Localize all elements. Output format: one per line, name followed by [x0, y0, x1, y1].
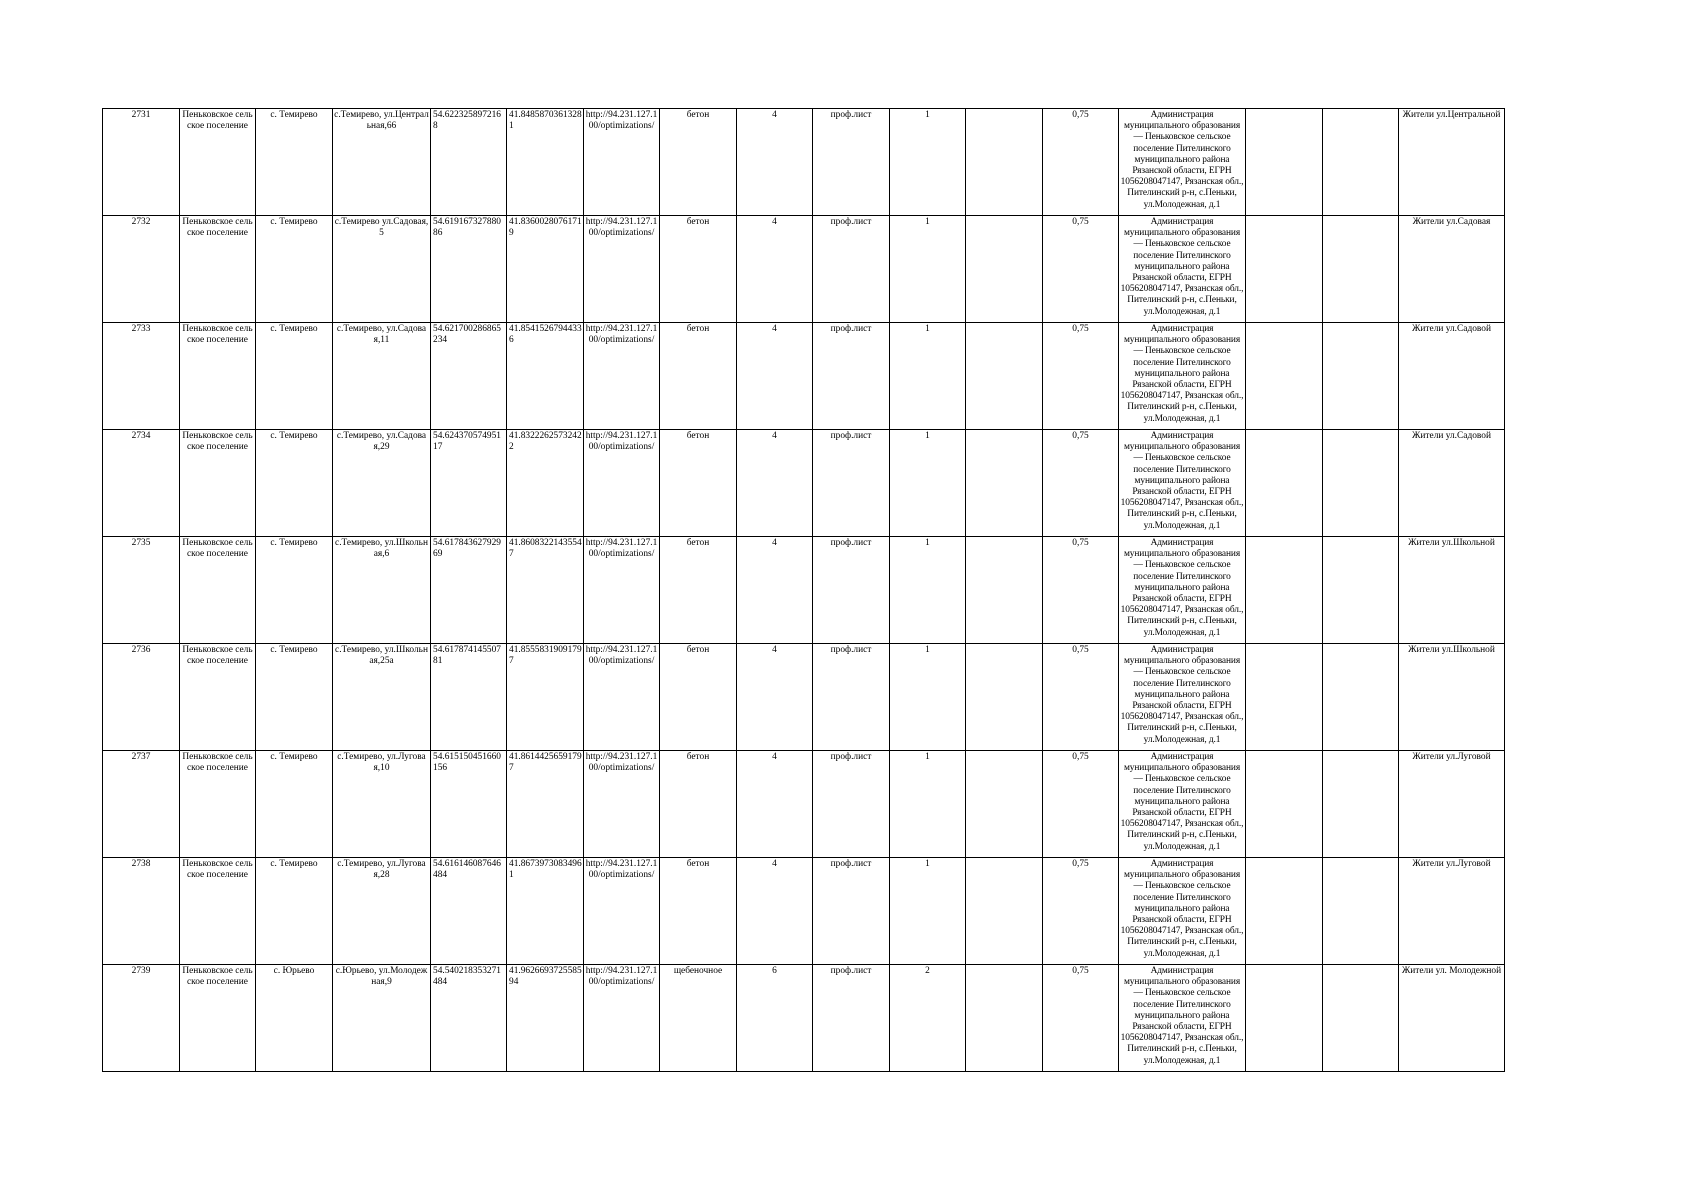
settlement-cell: Пеньковское сельское поселение	[180, 537, 256, 644]
longitude-cell: 41.84858703613281	[507, 109, 584, 216]
area-cell: 4	[737, 323, 813, 430]
longitude-cell: 41.86739730834961	[507, 858, 584, 965]
latitude-cell: 54.61916732788086	[431, 216, 507, 323]
blank-cell	[1246, 965, 1323, 1072]
residents-cell: Жители ул. Молодежной	[1399, 965, 1505, 1072]
village-cell: с. Темирево	[256, 216, 333, 323]
link-cell: http://94.231.127.100/optimizations/	[584, 858, 660, 965]
latitude-cell: 54.6223258972168	[431, 109, 507, 216]
empty-cell	[966, 109, 1043, 216]
owner-cell: Администрация муниципального образования — Пеньковское сельское поселение Пителинского муниципального района Рязанской области, ЕГРН 1056208047147, Рязанская обл., Пителинский р-н, с.Пеньки, ул.Молодежная, д.1	[1119, 430, 1246, 537]
surface-cell: бетон	[660, 537, 737, 644]
residents-cell: Жители ул.Луговой	[1399, 858, 1505, 965]
settlement-cell: Пеньковское сельское поселение	[180, 751, 256, 858]
fence-cell: проф.лист	[813, 109, 890, 216]
surface-cell: бетон	[660, 323, 737, 430]
address-cell: с.Темирево, ул.Школьная,6	[333, 537, 431, 644]
container-count-cell: 1	[890, 430, 966, 537]
registry-table	[102, 108, 1505, 1072]
area-cell: 4	[737, 109, 813, 216]
surface-cell: бетон	[660, 751, 737, 858]
village-cell: с. Темирево	[256, 751, 333, 858]
residents-cell: Жители ул.Садовой	[1399, 430, 1505, 537]
latitude-cell: 54.540218353271484	[431, 965, 507, 1072]
latitude-cell: 54.621700286865234	[431, 323, 507, 430]
area-cell: 6	[737, 965, 813, 1072]
latitude-cell: 54.616146087646484	[431, 858, 507, 965]
address-cell: с.Темирево ул.Садовая, 5	[333, 216, 431, 323]
fence-cell: проф.лист	[813, 644, 890, 751]
blank-cell	[1246, 858, 1323, 965]
blank-cell	[1246, 537, 1323, 644]
settlement-cell: Пеньковское сельское поселение	[180, 109, 256, 216]
residents-cell: Жители ул.Садовой	[1399, 323, 1505, 430]
owner-cell: Администрация муниципального образования — Пеньковское сельское поселение Пителинского муниципального района Рязанской области, ЕГРН 1056208047147, Рязанская обл., Пителинский р-н, с.Пеньки, ул.Молодежная, д.1	[1119, 965, 1246, 1072]
volume-cell: 0,75	[1043, 965, 1119, 1072]
longitude-cell: 41.962669372558594	[507, 965, 584, 1072]
owner-cell: Администрация муниципального образования — Пеньковское сельское поселение Пителинского муниципального района Рязанской области, ЕГРН 1056208047147, Рязанская обл., Пителинский р-н, с.Пеньки, ул.Молодежная, д.1	[1119, 751, 1246, 858]
latitude-cell: 54.615150451660156	[431, 751, 507, 858]
surface-cell: бетон	[660, 109, 737, 216]
row-number: 2736	[103, 644, 180, 751]
area-cell: 4	[737, 430, 813, 537]
row-number: 2739	[103, 965, 180, 1072]
empty-cell	[966, 323, 1043, 430]
village-cell: с. Темирево	[256, 858, 333, 965]
empty-cell	[966, 751, 1043, 858]
container-count-cell: 1	[890, 537, 966, 644]
table-row	[103, 644, 1505, 751]
link-cell: http://94.231.127.100/optimizations/	[584, 751, 660, 858]
table-row	[103, 858, 1505, 965]
village-cell: с. Темирево	[256, 644, 333, 751]
residents-cell: Жители ул.Центральной	[1399, 109, 1505, 216]
link-cell: http://94.231.127.100/optimizations/	[584, 323, 660, 430]
longitude-cell: 41.85558319091797	[507, 644, 584, 751]
link-cell: http://94.231.127.100/optimizations/	[584, 430, 660, 537]
fence-cell: проф.лист	[813, 430, 890, 537]
settlement-cell: Пеньковское сельское поселение	[180, 323, 256, 430]
blank-cell	[1246, 751, 1323, 858]
volume-cell: 0,75	[1043, 751, 1119, 858]
village-cell: с. Юрьево	[256, 965, 333, 1072]
fence-cell: проф.лист	[813, 537, 890, 644]
longitude-cell: 41.83222625732422	[507, 430, 584, 537]
owner-cell: Администрация муниципального образования — Пеньковское сельское поселение Пителинского муниципального района Рязанской области, ЕГРН 1056208047147, Рязанская обл., Пителинский р-н, с.Пеньки, ул.Молодежная, д.1	[1119, 109, 1246, 216]
link-cell: http://94.231.127.100/optimizations/	[584, 644, 660, 751]
address-cell: с.Темирево, ул.Центральная,66	[333, 109, 431, 216]
table-row	[103, 323, 1505, 430]
empty-cell	[966, 430, 1043, 537]
owner-cell: Администрация муниципального образования — Пеньковское сельское поселение Пителинского муниципального района Рязанской области, ЕГРН 1056208047147, Рязанская обл., Пителинский р-н, с.Пеньки, ул.Молодежная, д.1	[1119, 644, 1246, 751]
owner-cell: Администрация муниципального образования — Пеньковское сельское поселение Пителинского муниципального района Рязанской области, ЕГРН 1056208047147, Рязанская обл., Пителинский р-н, с.Пеньки, ул.Молодежная, д.1	[1119, 858, 1246, 965]
village-cell: с. Темирево	[256, 109, 333, 216]
link-cell: http://94.231.127.100/optimizations/	[584, 537, 660, 644]
fence-cell: проф.лист	[813, 751, 890, 858]
blank-cell	[1323, 644, 1399, 751]
row-number: 2731	[103, 109, 180, 216]
settlement-cell: Пеньковское сельское поселение	[180, 644, 256, 751]
row-number: 2732	[103, 216, 180, 323]
table-row	[103, 430, 1505, 537]
settlement-cell: Пеньковское сельское поселение	[180, 858, 256, 965]
container-count-cell: 1	[890, 216, 966, 323]
container-count-cell: 1	[890, 858, 966, 965]
blank-cell	[1246, 109, 1323, 216]
longitude-cell: 41.85415267944336	[507, 323, 584, 430]
village-cell: с. Темирево	[256, 430, 333, 537]
area-cell: 4	[737, 858, 813, 965]
empty-cell	[966, 216, 1043, 323]
volume-cell: 0,75	[1043, 537, 1119, 644]
address-cell: с.Темирево, ул.Луговая,28	[333, 858, 431, 965]
longitude-cell: 41.86144256591797	[507, 751, 584, 858]
link-cell: http://94.231.127.100/optimizations/	[584, 109, 660, 216]
surface-cell: бетон	[660, 644, 737, 751]
container-count-cell: 1	[890, 644, 966, 751]
row-number: 2733	[103, 323, 180, 430]
container-count-cell: 1	[890, 323, 966, 430]
address-cell: с.Темирево, ул.Луговая,10	[333, 751, 431, 858]
empty-cell	[966, 858, 1043, 965]
longitude-cell: 41.83600280761719	[507, 216, 584, 323]
table-row	[103, 109, 1505, 216]
volume-cell: 0,75	[1043, 216, 1119, 323]
container-count-cell: 2	[890, 965, 966, 1072]
residents-cell: Жители ул.Школьной	[1399, 537, 1505, 644]
address-cell: с.Темирево, ул.Школьная,25а	[333, 644, 431, 751]
blank-cell	[1323, 965, 1399, 1072]
blank-cell	[1246, 216, 1323, 323]
latitude-cell: 54.62437057495117	[431, 430, 507, 537]
volume-cell: 0,75	[1043, 323, 1119, 430]
table-row	[103, 751, 1505, 858]
row-number: 2738	[103, 858, 180, 965]
blank-cell	[1323, 430, 1399, 537]
volume-cell: 0,75	[1043, 109, 1119, 216]
area-cell: 4	[737, 751, 813, 858]
settlement-cell: Пеньковское сельское поселение	[180, 430, 256, 537]
empty-cell	[966, 644, 1043, 751]
area-cell: 4	[737, 537, 813, 644]
address-cell: с.Темирево, ул.Садовая,11	[333, 323, 431, 430]
settlement-cell: Пеньковское сельское поселение	[180, 216, 256, 323]
table-row	[103, 216, 1505, 323]
area-cell: 4	[737, 216, 813, 323]
longitude-cell: 41.86083221435547	[507, 537, 584, 644]
settlement-cell: Пеньковское сельское поселение	[180, 965, 256, 1072]
latitude-cell: 54.61787414550781	[431, 644, 507, 751]
surface-cell: бетон	[660, 430, 737, 537]
fence-cell: проф.лист	[813, 965, 890, 1072]
blank-cell	[1323, 751, 1399, 858]
blank-cell	[1246, 644, 1323, 751]
blank-cell	[1323, 537, 1399, 644]
row-number: 2737	[103, 751, 180, 858]
container-count-cell: 1	[890, 751, 966, 858]
area-cell: 4	[737, 644, 813, 751]
container-count-cell: 1	[890, 109, 966, 216]
surface-cell: щебеночное	[660, 965, 737, 1072]
volume-cell: 0,75	[1043, 430, 1119, 537]
owner-cell: Администрация муниципального образования — Пеньковское сельское поселение Пителинского муниципального района Рязанской области, ЕГРН 1056208047147, Рязанская обл., Пителинский р-н, с.Пеньки, ул.Молодежная, д.1	[1119, 537, 1246, 644]
residents-cell: Жители ул.Школьной	[1399, 644, 1505, 751]
fence-cell: проф.лист	[813, 323, 890, 430]
owner-cell: Администрация муниципального образования — Пеньковское сельское поселение Пителинского муниципального района Рязанской области, ЕГРН 1056208047147, Рязанская обл., Пителинский р-н, с.Пеньки, ул.Молодежная, д.1	[1119, 216, 1246, 323]
blank-cell	[1246, 430, 1323, 537]
residents-cell: Жители ул.Садовая	[1399, 216, 1505, 323]
village-cell: с. Темирево	[256, 537, 333, 644]
volume-cell: 0,75	[1043, 644, 1119, 751]
table-row	[103, 537, 1505, 644]
village-cell: с. Темирево	[256, 323, 333, 430]
residents-cell: Жители ул.Луговой	[1399, 751, 1505, 858]
blank-cell	[1323, 323, 1399, 430]
blank-cell	[1323, 858, 1399, 965]
blank-cell	[1323, 216, 1399, 323]
fence-cell: проф.лист	[813, 858, 890, 965]
fence-cell: проф.лист	[813, 216, 890, 323]
row-number: 2734	[103, 430, 180, 537]
link-cell: http://94.231.127.100/optimizations/	[584, 216, 660, 323]
blank-cell	[1323, 109, 1399, 216]
address-cell: с.Юрьево, ул.Молодежная,9	[333, 965, 431, 1072]
link-cell: http://94.231.127.100/optimizations/	[584, 965, 660, 1072]
blank-cell	[1246, 323, 1323, 430]
empty-cell	[966, 965, 1043, 1072]
volume-cell: 0,75	[1043, 858, 1119, 965]
latitude-cell: 54.61784362792969	[431, 537, 507, 644]
table-row	[103, 965, 1505, 1072]
address-cell: с.Темирево, ул.Садовая,29	[333, 430, 431, 537]
owner-cell: Администрация муниципального образования — Пеньковское сельское поселение Пителинского муниципального района Рязанской области, ЕГРН 1056208047147, Рязанская обл., Пителинский р-н, с.Пеньки, ул.Молодежная, д.1	[1119, 323, 1246, 430]
row-number: 2735	[103, 537, 180, 644]
surface-cell: бетон	[660, 858, 737, 965]
surface-cell: бетон	[660, 216, 737, 323]
empty-cell	[966, 537, 1043, 644]
